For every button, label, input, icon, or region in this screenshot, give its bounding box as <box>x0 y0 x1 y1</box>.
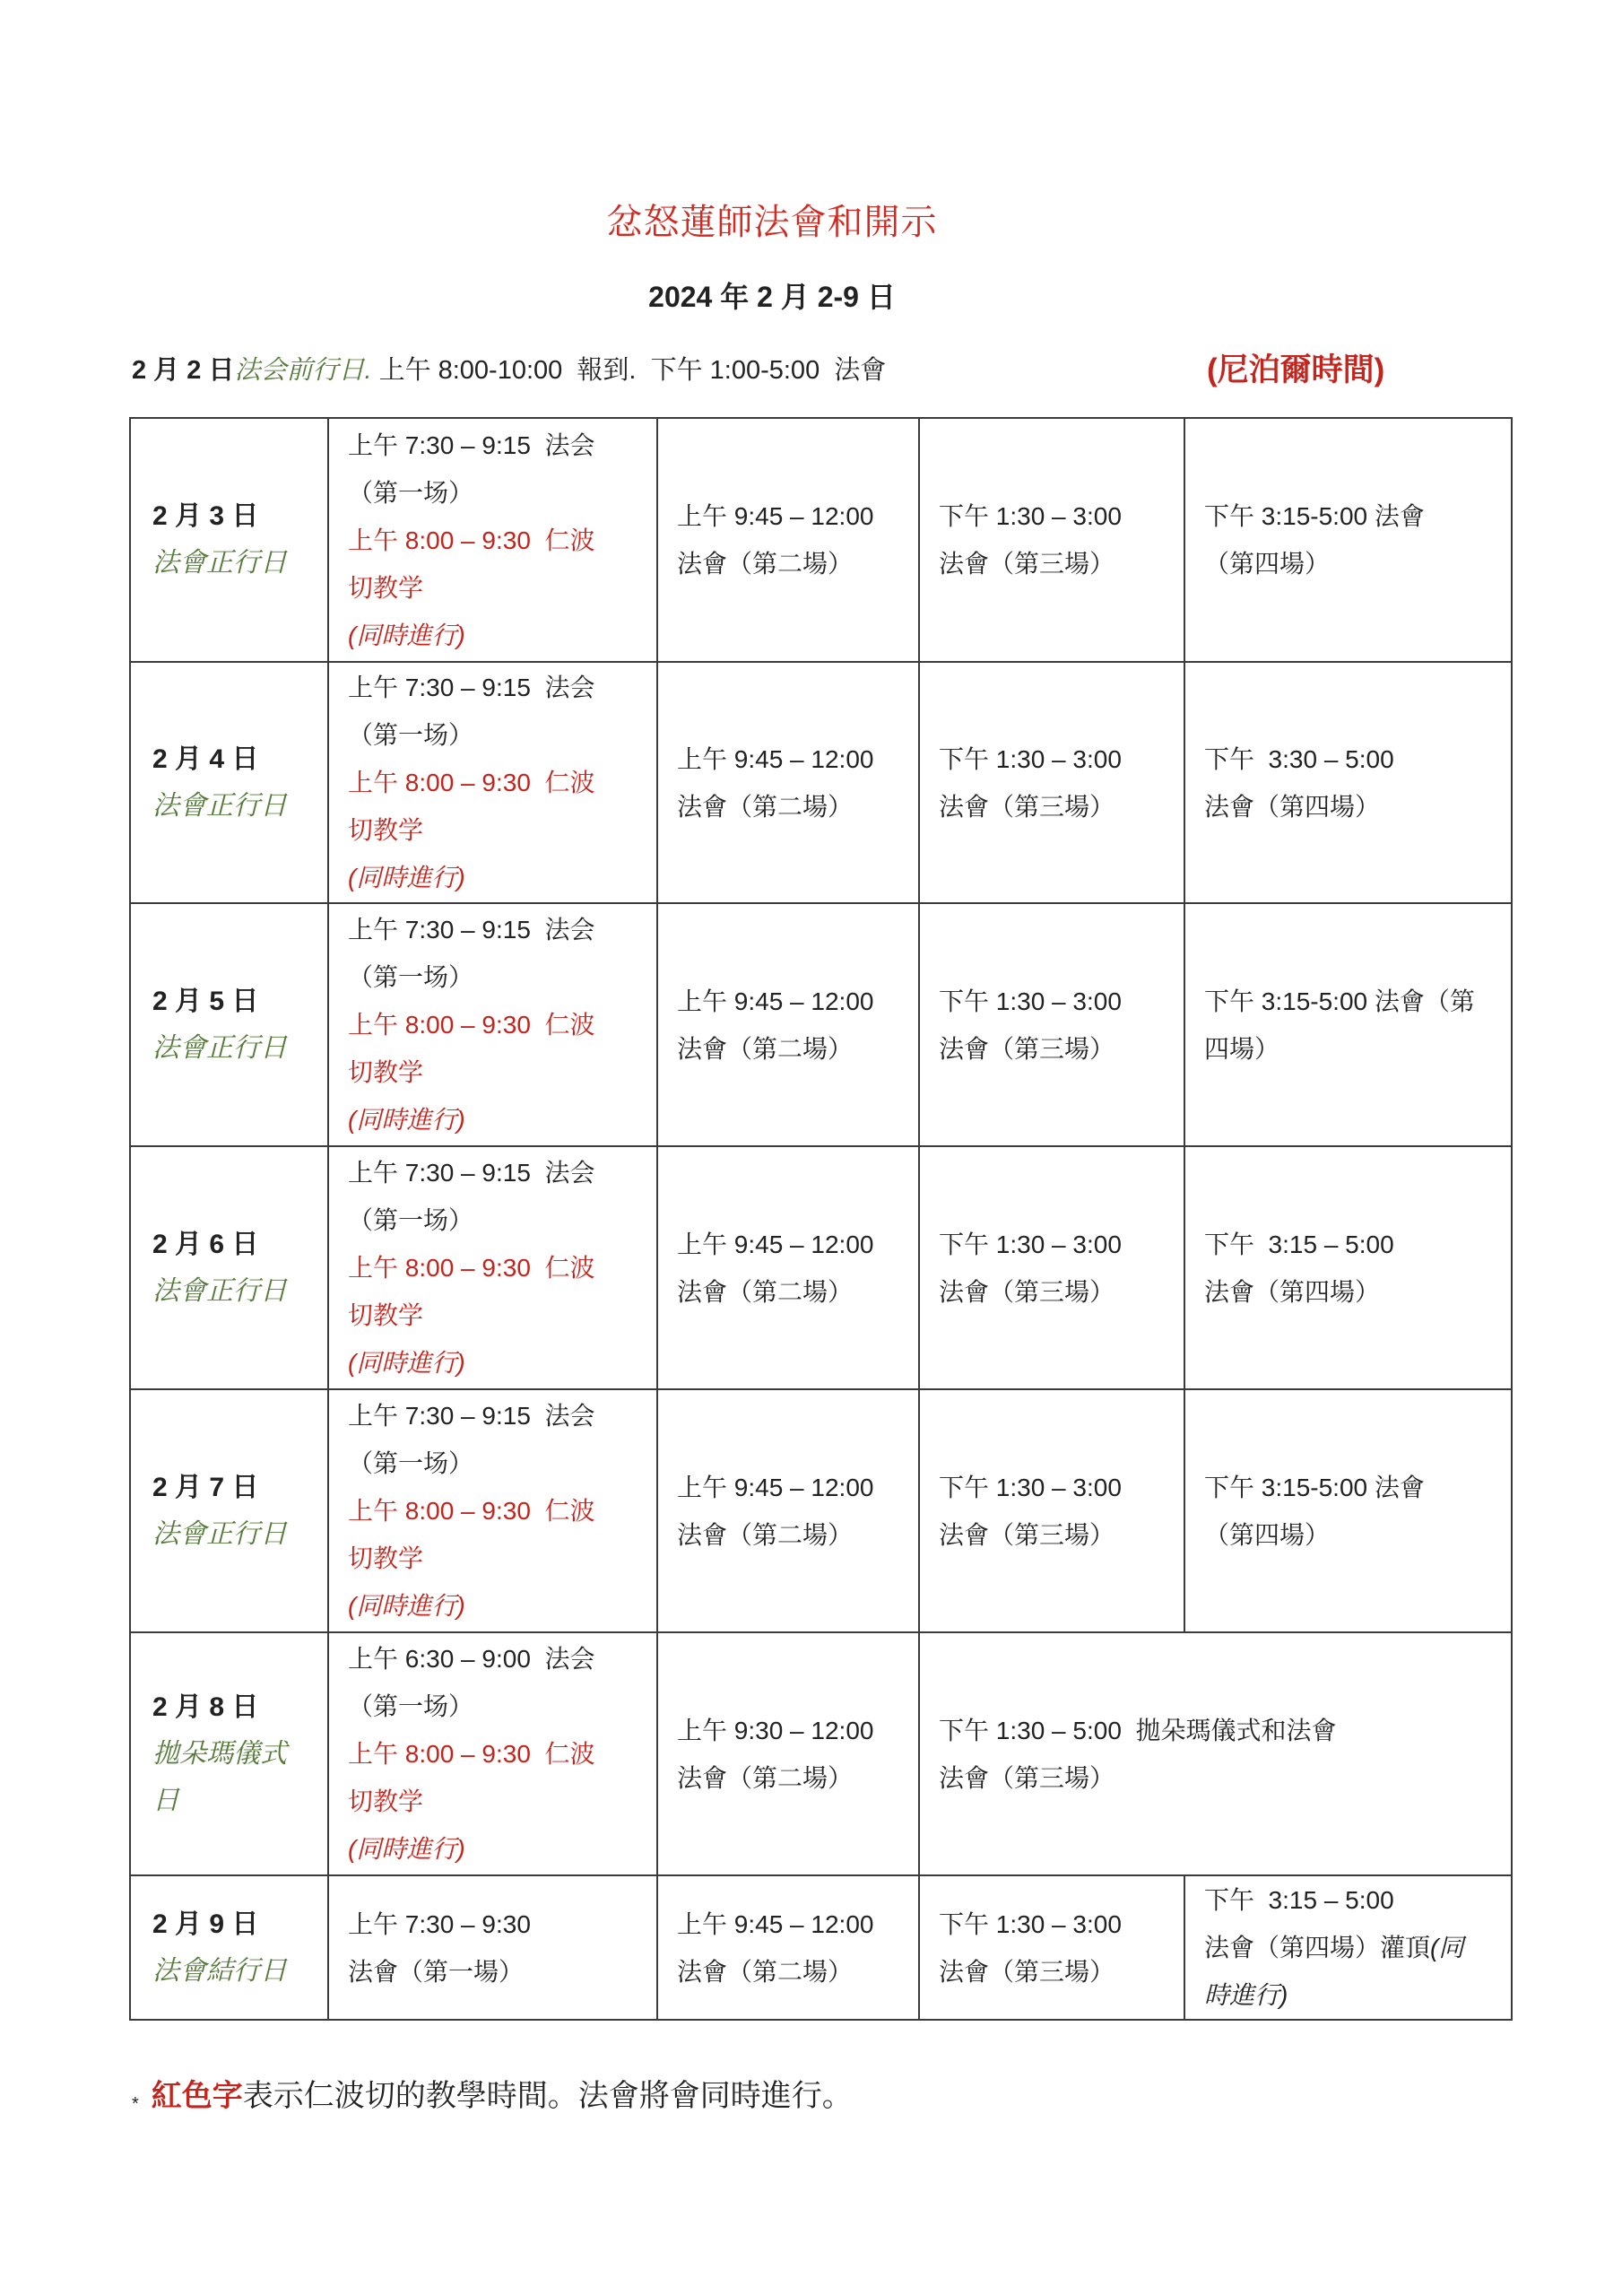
session-line: （第一场） <box>348 1692 474 1720</box>
session-cell <box>919 1632 1512 1875</box>
schedule-row <box>130 903 1512 1146</box>
session-line: 下午 3:15 – 5:00 <box>1204 1230 1394 1258</box>
day-cell <box>130 1875 328 2020</box>
schedule-row <box>130 1389 1512 1632</box>
day-cell <box>130 903 328 1146</box>
session-line: 法會（第二場） <box>677 1034 854 1063</box>
session-line: 法會（第二場） <box>677 550 854 578</box>
session-text: 法會（第四場）灌頂 <box>1204 1934 1431 1961</box>
document-title: 忿怒蓮師法會和開示 <box>606 203 938 242</box>
footnote-highlight: 紅色字 <box>151 2079 243 2113</box>
footnote-text: 表示仁波切的教學時間。法會將會同時進行。 <box>242 2079 853 2113</box>
session-line: 下午 1:30 – 3:00 <box>939 987 1122 1015</box>
session-line: 上午 7:30 – 9:15 法会 <box>348 1402 595 1430</box>
session-line: 上午 7:30 – 9:30 <box>348 1909 531 1938</box>
day-date: 2 月 3 日 <box>152 501 259 531</box>
concurrent-note: (同 <box>1430 1934 1464 1961</box>
teaching-line: 上午 8:00 – 9:30 仁波 <box>348 1254 595 1282</box>
session-cell <box>657 418 919 662</box>
session-line: 法會（第三場） <box>939 1034 1115 1063</box>
session-line: 上午 9:45 – 12:00 <box>677 1230 874 1258</box>
session-line: 上午 7:30 – 9:15 法会 <box>348 916 595 944</box>
session-cell <box>328 662 657 903</box>
schedule-row <box>130 662 1512 903</box>
pre-day-date: 2 月 2 日 <box>132 356 235 385</box>
session-cell <box>328 1146 657 1389</box>
session-cell <box>1184 662 1512 903</box>
session-line: 下午 3:15 – 5:00 <box>1204 1886 1394 1914</box>
session-cell <box>657 662 919 903</box>
day-type: 法會正行日 <box>152 1518 287 1549</box>
session-line: 法會（第三場） <box>939 1957 1115 1986</box>
day-date: 2 月 9 日 <box>152 1909 259 1939</box>
session-cell <box>328 1632 657 1875</box>
teaching-line: 切教学 <box>348 573 424 602</box>
session-line: （第四場） <box>1204 550 1331 578</box>
session-line: 下午 3:15-5:00 法會 <box>1204 1473 1425 1501</box>
session-line: 上午 7:30 – 9:15 法会 <box>348 674 595 701</box>
schedule-row <box>130 1146 1512 1389</box>
concurrent-note: (同時進行) <box>348 1592 465 1620</box>
schedule-body <box>130 418 1512 2020</box>
session-line: 法會（第四場） <box>1204 1277 1381 1306</box>
session-line: 下午 1:30 – 3:00 <box>939 744 1122 773</box>
session-cell <box>328 903 657 1146</box>
session-line: （第一场） <box>348 1449 474 1477</box>
pre-day-label: 法会前行日. <box>234 356 372 385</box>
teaching-line: 切教学 <box>348 1787 424 1815</box>
session-line: 法會（第三場） <box>939 1763 1115 1792</box>
session-line: 下午 3:15-5:00 法會 <box>1204 502 1425 530</box>
concurrent-note: 時進行) <box>1204 1981 1288 2009</box>
session-line: （第四場） <box>1204 1520 1331 1549</box>
session-cell <box>919 903 1184 1146</box>
session-line: 上午 7:30 – 9:15 法会 <box>348 430 595 459</box>
pre-day-checkin: 上午 8:00-10:00 報到. <box>378 356 637 385</box>
timezone-note: (尼泊爾時間) <box>1207 352 1385 387</box>
pre-day-line <box>132 352 886 389</box>
session-cell <box>919 1875 1184 2020</box>
session-line: 上午 9:45 – 12:00 <box>677 1909 874 1938</box>
session-cell <box>919 662 1184 903</box>
session-line: （第一场） <box>348 478 474 507</box>
session-line: 法會（第三場） <box>939 1520 1115 1549</box>
session-line: 上午 6:30 – 9:00 法会 <box>348 1645 595 1673</box>
day-cell <box>130 662 328 903</box>
session-cell <box>1184 1875 1512 2020</box>
day-type: 拋朵瑪儀式日 <box>152 1738 287 1815</box>
session-cell <box>657 1146 919 1389</box>
session-cell <box>919 1146 1184 1389</box>
teaching-line: 上午 8:00 – 9:30 仁波 <box>348 1497 595 1525</box>
day-date: 2 月 6 日 <box>152 1229 259 1259</box>
session-line: 上午 9:45 – 12:00 <box>677 502 874 530</box>
session-cell <box>328 1389 657 1632</box>
session-line: 下午 1:30 – 3:00 <box>939 1230 1122 1258</box>
session-cell <box>1184 1389 1512 1632</box>
footnote-marker: * <box>132 2094 139 2114</box>
day-cell <box>130 1389 328 1632</box>
teaching-line: 切教学 <box>348 1058 424 1086</box>
session-line: 法會（第二場） <box>677 1277 854 1306</box>
schedule-row <box>130 1875 1512 2020</box>
day-type: 法會正行日 <box>152 1275 287 1306</box>
session-line: 法會（第一場） <box>348 1957 525 1986</box>
day-cell <box>130 1146 328 1389</box>
session-line: 上午 9:45 – 12:00 <box>677 744 874 773</box>
concurrent-note: (同時進行) <box>348 864 465 891</box>
day-cell <box>130 418 328 662</box>
session-cell <box>657 903 919 1146</box>
session-line: 上午 9:45 – 12:00 <box>677 987 874 1015</box>
session-cell <box>328 418 657 662</box>
session-line: 上午 9:45 – 12:00 <box>677 1473 874 1501</box>
teaching-line: 上午 8:00 – 9:30 仁波 <box>348 526 595 554</box>
session-line: 下午 3:15-5:00 法會（第 <box>1204 987 1475 1015</box>
teaching-line: 上午 8:00 – 9:30 仁波 <box>348 769 595 796</box>
day-type: 法會正行日 <box>152 790 287 821</box>
day-date: 2 月 4 日 <box>152 744 259 774</box>
session-line <box>1204 1924 1511 1971</box>
session-cell <box>328 1875 657 2020</box>
session-line: 上午 7:30 – 9:15 法会 <box>348 1159 595 1187</box>
session-line: （第一场） <box>348 963 474 991</box>
session-cell <box>1184 903 1512 1146</box>
schedule-row <box>130 418 1512 662</box>
day-type: 法會正行日 <box>152 548 287 578</box>
session-line: 法會（第三場） <box>939 792 1115 821</box>
concurrent-note: (同時進行) <box>348 1106 465 1134</box>
session-cell <box>657 1389 919 1632</box>
session-line: 下午 1:30 – 3:00 <box>939 1909 1122 1938</box>
day-cell <box>130 1632 328 1875</box>
schedule-table <box>129 417 1513 2021</box>
session-cell <box>657 1875 919 2020</box>
session-cell <box>919 418 1184 662</box>
day-type: 法會結行日 <box>152 1955 287 1986</box>
day-type: 法會正行日 <box>152 1032 287 1063</box>
session-cell <box>657 1632 919 1875</box>
session-line: （第一场） <box>348 1206 474 1234</box>
session-line: 上午 9:30 – 12:00 <box>677 1716 874 1744</box>
session-cell <box>919 1389 1184 1632</box>
footnote <box>132 2074 853 2126</box>
teaching-line: 上午 8:00 – 9:30 仁波 <box>348 1740 595 1768</box>
session-cell <box>1184 418 1512 662</box>
teaching-line: 切教学 <box>348 1301 424 1329</box>
session-line: （第一场） <box>348 721 474 749</box>
session-line: 法會（第二場） <box>677 1763 854 1792</box>
session-cell <box>1184 1146 1512 1389</box>
teaching-line: 上午 8:00 – 9:30 仁波 <box>348 1011 595 1039</box>
session-line: 下午 1:30 – 3:00 <box>939 502 1122 530</box>
session-line: 法會（第四場） <box>1204 792 1381 821</box>
day-date: 2 月 8 日 <box>152 1692 259 1722</box>
concurrent-note: (同時進行) <box>348 1835 465 1863</box>
session-line: 下午 1:30 – 3:00 <box>939 1473 1122 1501</box>
session-line: 下午 3:30 – 5:00 <box>1204 744 1394 773</box>
schedule-row <box>130 1632 1512 1875</box>
session-line: 法會（第二場） <box>677 792 854 821</box>
pre-day-session: 下午 1:00-5:00 法會 <box>650 356 887 385</box>
session-line: 下午 1:30 – 5:00 拋朵瑪儀式和法會 <box>939 1716 1337 1744</box>
session-line: 法會（第三場） <box>939 550 1115 578</box>
session-line: 法會（第三場） <box>939 1277 1115 1306</box>
session-line: 四場） <box>1204 1034 1280 1063</box>
day-date: 2 月 7 日 <box>152 1472 259 1502</box>
teaching-line: 切教学 <box>348 816 424 844</box>
teaching-line: 切教学 <box>348 1544 424 1572</box>
date-range: 2024 年 2 月 2-9 日 <box>648 281 896 313</box>
session-line: 法會（第二場） <box>677 1520 854 1549</box>
day-date: 2 月 5 日 <box>152 986 259 1016</box>
concurrent-note: (同時進行) <box>348 1349 465 1377</box>
session-line: 法會（第二場） <box>677 1957 854 1986</box>
concurrent-note: (同時進行) <box>348 621 465 649</box>
